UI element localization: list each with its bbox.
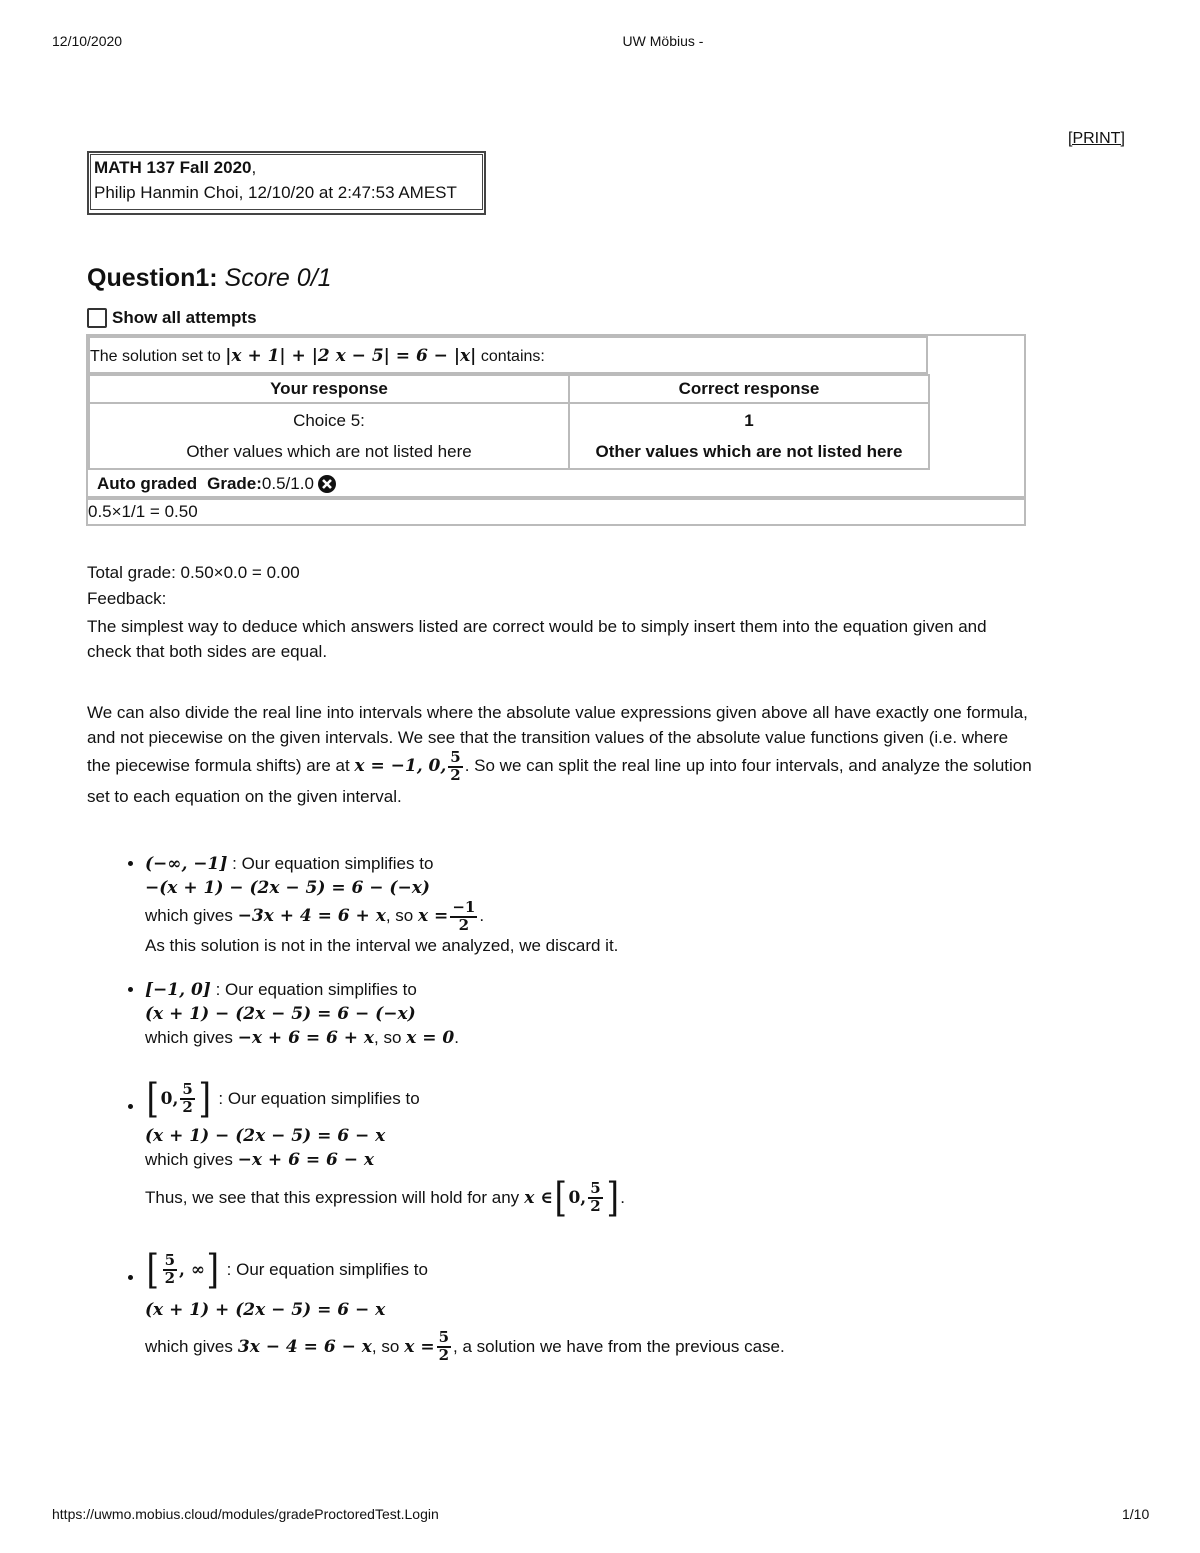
simplifies-text: : Our equation simplifies to <box>232 854 434 873</box>
correct-response-cell <box>569 403 929 469</box>
equation: (x + 1) + (2x − 5) = 6 − x <box>145 1299 386 1320</box>
prompt-math: |x + 1| + |2 x − 5| = 6 − |x| <box>225 346 477 366</box>
list-item <box>145 1074 1045 1224</box>
which-gives: which gives <box>145 1336 233 1356</box>
interval-list <box>82 852 1045 1372</box>
question-heading <box>87 264 332 293</box>
so-text: , so <box>374 1027 402 1047</box>
which-gives: which gives <box>145 1027 233 1047</box>
grade-label: Grade: <box>207 474 262 493</box>
so-lhs: x = <box>404 1336 435 1357</box>
print-date: 12/10/2020 <box>52 33 123 49</box>
your-response-cell <box>89 403 569 469</box>
so-value: x = 0 <box>406 1027 455 1048</box>
equation: −(x + 1) − (2x − 5) = 6 − (−x) <box>145 878 430 898</box>
gives-eq: −x + 6 = 6 + x <box>237 1027 375 1048</box>
which-gives: which gives <box>145 1149 233 1169</box>
equation: (x + 1) − (2x − 5) = 6 − x <box>145 1125 386 1146</box>
print-link[interactable]: [PRINT] <box>1068 130 1125 147</box>
fraction-five-halves: $\frac{5}{2}$ <box>438 1327 450 1364</box>
auto-graded-label: Auto graded <box>97 474 198 493</box>
course-sep: , <box>251 158 257 177</box>
hold-math: x ∈ <box>524 1187 553 1208</box>
correct-response-header: Correct response <box>569 375 929 403</box>
student-line: Philip Hanmin Choi, 12/10/20 at 2:47:53 AMEST <box>94 183 457 202</box>
list-item <box>145 852 1045 958</box>
list-item <box>145 978 1045 1050</box>
discard-note: As this solution is not in the interval we analyzed, we discard it. <box>145 935 619 955</box>
list-item <box>145 1242 1045 1372</box>
footer-url: https://uwmo.mobius.cloud/modules/gradeProctoredTest.Login <box>52 1506 439 1522</box>
feedback-p1: The simplest way to deduce which answers listed are correct would be to simply insert them into the equation given and check that both sides are equal. <box>87 617 987 661</box>
your-choice-text: Other values which are not listed here <box>186 442 472 461</box>
equation: (x + 1) − (2x − 5) = 6 − (−x) <box>145 1003 416 1024</box>
calc-text: 0.5×1/1 = 0.50 <box>88 502 198 521</box>
period: . <box>454 1027 459 1047</box>
grade-value: 0.5/1.0 <box>261 474 314 493</box>
correct-value-1: 1 <box>744 411 754 430</box>
prompt-post: contains: <box>480 348 545 365</box>
so-lhs: x = <box>418 906 449 927</box>
question-prompt <box>88 336 928 374</box>
hold-interval: [ 0, $\frac{5}{2}$ ] <box>554 1174 619 1221</box>
simplifies-text: : Our equation simplifies to <box>218 1088 420 1108</box>
so-text: , so <box>385 906 414 926</box>
interval-label: (−∞, −1] <box>145 854 228 874</box>
fraction-minus-one-half: $\frac{-1}{2}$ <box>452 898 476 934</box>
totals <box>87 560 300 612</box>
feedback-p2-math: x = −1, 0, <box>354 756 447 777</box>
question-score: Score 0/1 <box>224 264 332 292</box>
course-name: MATH 137 Fall 2020 <box>94 158 252 177</box>
question-title: Question1: <box>87 264 218 292</box>
period: . <box>479 906 485 926</box>
simplifies-text: : Our equation simplifies to <box>226 1259 428 1279</box>
gives-eq: 3x − 4 = 6 − x <box>237 1336 372 1357</box>
gives-eq: −x + 6 = 6 − x <box>237 1149 375 1170</box>
feedback-label: Feedback: <box>87 589 167 608</box>
previous-case-text: , a solution we have from the previous case. <box>453 1336 785 1356</box>
hold-note: Thus, we see that this expression will hold for any <box>145 1187 520 1207</box>
print-title: UW Möbius - <box>622 33 704 49</box>
your-response-header: Your response <box>89 375 569 403</box>
feedback-p2-b: . So we can split the real line up into four intervals, and analyze the solution set to each equation on the given interval. <box>87 756 1032 806</box>
show-attempts[interactable] <box>87 308 257 328</box>
info-box <box>87 151 486 215</box>
correct-value-2: Other values which are not listed here <box>595 442 903 461</box>
incorrect-icon <box>317 474 337 494</box>
so-text: , so <box>371 1336 400 1356</box>
grade-row <box>97 474 337 494</box>
interval-label: • [ 0, $\frac{5}{2}$ ] <box>146 1075 211 1122</box>
feedback-p2-a: We can also divide the real line into intervals where the absolute value expressions given above all have exactly one formula, and not piecewise on the given intervals. We see that the transition values of the absolute value functions given (i.e. where the piecewise formula shifts) are at <box>87 703 1028 776</box>
interval-label: • [ $\frac{5}{2}$ , ∞ ] <box>146 1246 220 1293</box>
show-attempts-checkbox[interactable] <box>87 308 107 328</box>
show-attempts-label: Show all attempts <box>112 308 257 327</box>
fraction-five-halves: $\frac{5}{2}$ <box>450 748 461 784</box>
footer-page: 1/10 <box>1122 1506 1150 1522</box>
which-gives: which gives <box>145 906 233 926</box>
feedback-p2 <box>87 700 1032 809</box>
simplifies-text: : Our equation simplifies to <box>215 979 417 999</box>
your-choice: Choice 5: <box>293 411 365 430</box>
gives-eq: −3x + 4 = 6 + x <box>237 906 386 927</box>
total-grade: Total grade: 0.50×0.0 = 0.00 <box>87 563 300 582</box>
period: . <box>620 1187 625 1207</box>
prompt-pre: The solution set to <box>90 348 221 365</box>
calc-row <box>86 498 1026 526</box>
response-table <box>88 374 930 470</box>
interval-label: [−1, 0] <box>145 979 211 1000</box>
